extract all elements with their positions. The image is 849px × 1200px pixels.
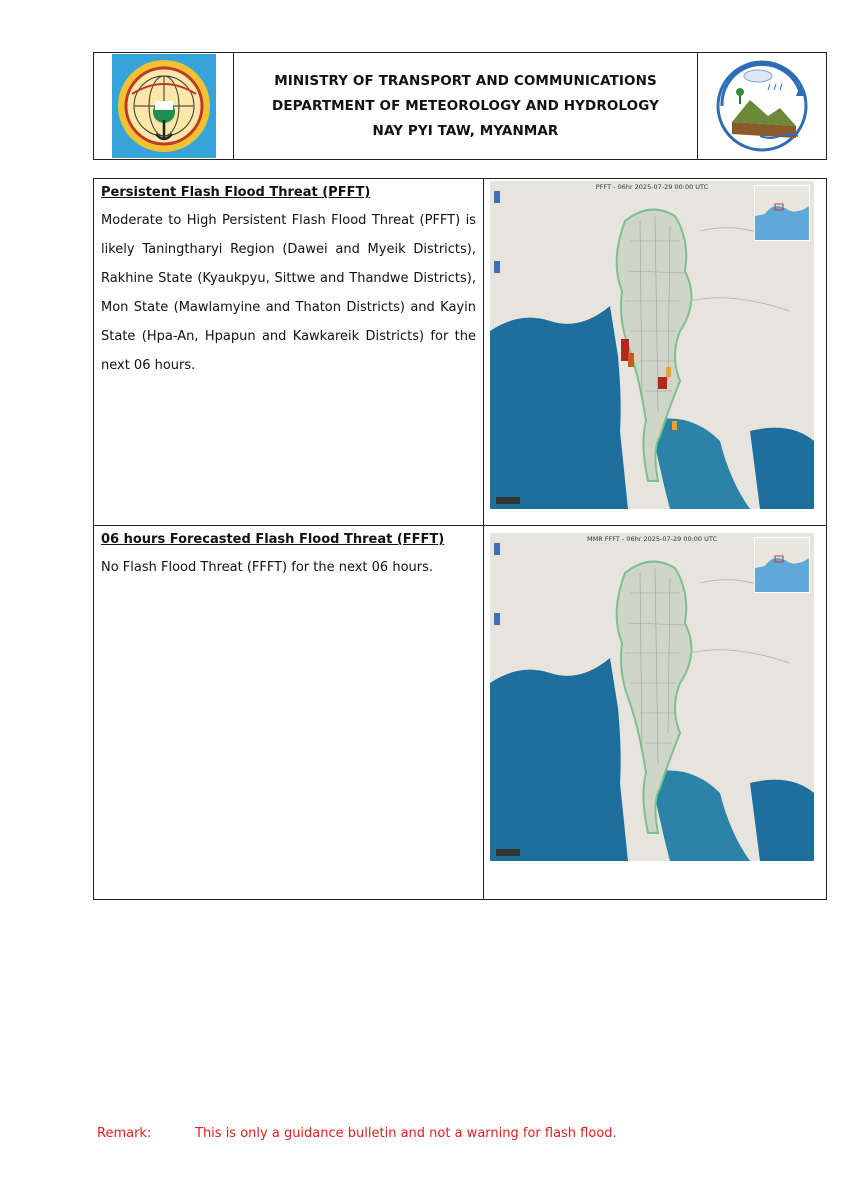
pfft-description: Moderate to High Persistent Flash Flood Threat (PFFT) is likely Taningtharyi Region (Dawei and Myeik Districts), Rakhine State (Kyaukpyu, Sittwe and Thandwe Districts), Mon State (Mawlamyine and Thaton Districts) and Kayin State (Hpa-An, Hpapun and Kawkareik Districts) for the next 06 hours. xyxy=(101,213,476,373)
location-name: NAY PYI TAW, MYANMAR xyxy=(372,123,559,139)
header-title-cell xyxy=(234,53,698,159)
dmh-logo-cell xyxy=(698,53,826,159)
pfft-scale-bar xyxy=(496,497,520,504)
pfft-map xyxy=(490,181,814,509)
ffft-map xyxy=(490,533,814,861)
pfft-overview-inset xyxy=(754,185,810,241)
ffft-overview-inset xyxy=(754,537,810,593)
pfft-zoom-in-button[interactable] xyxy=(494,191,500,203)
ministry-emblem-icon xyxy=(112,54,216,158)
remark xyxy=(97,1126,617,1141)
remark-text: This is only a guidance bulletin and not a warning for flash flood. xyxy=(195,1126,617,1141)
ministry-name: MINISTRY OF TRANSPORT AND COMMUNICATIONS xyxy=(274,73,657,89)
ffft-scale-bar xyxy=(496,849,520,856)
pfft-text-cell xyxy=(94,179,484,525)
ffft-heading: 06 hours Forecasted Flash Flood Threat (FFFT) xyxy=(101,532,445,547)
header-table xyxy=(93,52,827,160)
hydrological-cycle-emblem-icon xyxy=(710,56,814,156)
department-name: DEPARTMENT OF METEOROLOGY AND HYDROLOGY xyxy=(272,98,659,114)
pfft-row xyxy=(94,179,826,526)
ffft-description: No Flash Flood Threat (FFFT) for the next 06 hours. xyxy=(101,560,434,575)
ministry-logo-cell xyxy=(94,53,234,159)
ffft-text-cell xyxy=(94,526,484,899)
remark-label: Remark: xyxy=(97,1126,152,1141)
pfft-heading: Persistent Flash Flood Threat (PFFT) xyxy=(101,185,371,200)
bulletin-table xyxy=(93,178,827,900)
ffft-map-title: MMR FFFT - 06hr 2025-07-29 00:00 UTC xyxy=(586,535,717,543)
ffft-zoom-out-button[interactable] xyxy=(494,613,500,625)
pfft-map-title: PFFT - 06hr 2025-07-29 00:00 UTC xyxy=(595,183,709,191)
ffft-map-cell xyxy=(484,526,826,899)
pfft-map-cell xyxy=(484,179,826,525)
pfft-zoom-out-button[interactable] xyxy=(494,261,500,273)
ffft-row xyxy=(94,526,826,899)
ffft-zoom-in-button[interactable] xyxy=(494,543,500,555)
